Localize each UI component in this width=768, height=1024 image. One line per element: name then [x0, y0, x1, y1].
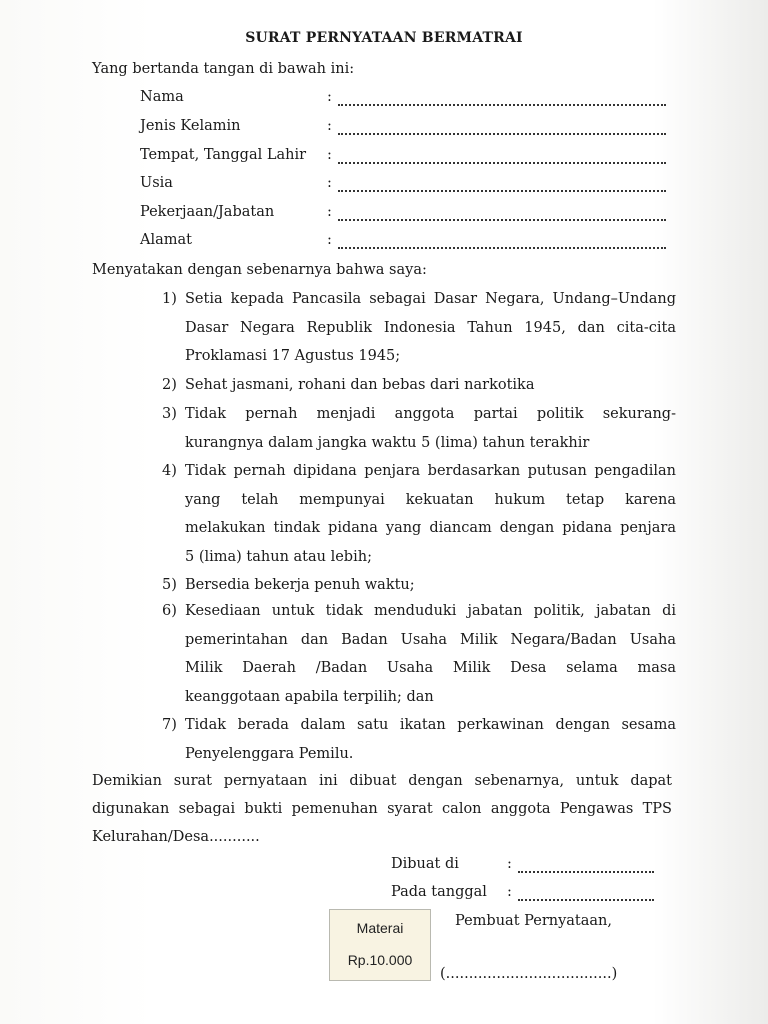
item-line: Tidak pernah dipidana penjara berdasarkan putusan pengadilan [185, 463, 676, 479]
item-line: Penyelenggara Pemilu. [185, 745, 354, 762]
item-line: Proklamasi 17 Agustus 1945; [185, 348, 401, 365]
item-line: kurangnya dalam jangka waktu 5 (lima) tahun terakhir [185, 434, 590, 451]
item-number: 5) [162, 577, 177, 593]
item-line: Milik Daerah /Badan Usaha Milik Desa selama masa [185, 660, 676, 677]
document-title: SURAT PERNYATAAN BERMATRAI [245, 30, 523, 46]
date-label: Pada tanggal [391, 884, 487, 900]
closing-paragraph [92, 767, 672, 851]
field-dotted-line-alamat [338, 245, 666, 249]
list-item [185, 457, 676, 571]
list-item [185, 371, 676, 400]
made-at-colon: : [507, 856, 512, 872]
item-number: 3) [162, 406, 177, 422]
stamp-value: Rp.10.000 [347, 952, 413, 968]
item-line: Bersedia bekerja penuh waktu; [185, 577, 415, 593]
list-item [185, 597, 676, 711]
item-line: Dasar Negara Republik Indonesia Tahun 1945, dan cita-cita [185, 319, 676, 336]
statement-intro: Menyatakan dengan sebenarnya bahwa saya: [92, 262, 427, 278]
materai-stamp-box [329, 909, 431, 981]
date-dotted-line [518, 897, 654, 901]
intro-text: Yang bertanda tangan di bawah ini: [92, 61, 355, 77]
item-line: keanggotaan apabila terpilih; dan [185, 688, 434, 705]
field-colon: : [327, 175, 332, 191]
closing-line: digunakan sebagai bukti pemenuhan syarat calon anggota Pengawas TPS [92, 801, 672, 817]
field-colon: : [327, 89, 332, 105]
item-line: Setia kepada Pancasila sebagai Dasar Negara, Undang–Undang [185, 291, 676, 307]
list-item [185, 711, 676, 768]
field-colon: : [327, 204, 332, 220]
field-label-nama: Nama [140, 89, 184, 105]
item-number: 2) [162, 377, 177, 393]
field-dotted-line-ttl [338, 160, 666, 164]
made-at-dotted-line [518, 869, 654, 873]
field-dotted-line-jenis-kelamin [338, 131, 666, 135]
closing-line: Kelurahan/Desa........... [92, 829, 260, 845]
signer-label: Pembuat Pernyataan, [455, 913, 612, 929]
signer-name-blank: (....................................) [440, 966, 618, 982]
field-dotted-line-pekerjaan [338, 217, 666, 221]
stamp-label: Materai [356, 920, 404, 936]
list-item [185, 285, 676, 371]
item-number: 7) [162, 717, 177, 733]
item-number: 4) [162, 463, 177, 479]
item-line: yang telah mempunyai kekuatan hukum tetap karena [185, 491, 676, 508]
item-line: Sehat jasmani, rohani dan bebas dari narkotika [185, 377, 535, 393]
field-label-pekerjaan: Pekerjaan/Jabatan [140, 204, 275, 220]
field-dotted-line-nama [338, 102, 666, 106]
field-label-ttl: Tempat, Tanggal Lahir [140, 147, 307, 163]
list-item [185, 571, 676, 600]
field-colon: : [327, 147, 332, 163]
item-number: 1) [162, 291, 177, 307]
field-colon: : [327, 118, 332, 134]
item-line: 5 (lima) tahun atau lebih; [185, 548, 372, 565]
item-number: 6) [162, 603, 177, 619]
closing-line: Demikian surat pernyataan ini dibuat dengan sebenarnya, untuk dapat [92, 773, 672, 789]
item-line: Tidak berada dalam satu ikatan perkawinan dengan sesama [185, 717, 676, 733]
field-dotted-line-usia [338, 188, 666, 192]
date-colon: : [507, 884, 512, 900]
item-line: Tidak pernah menjadi anggota partai politik sekurang- [185, 406, 676, 422]
field-label-alamat: Alamat [140, 232, 192, 248]
item-line: melakukan tindak pidana yang diancam dengan pidana penjara [185, 520, 676, 537]
list-item [185, 400, 676, 457]
field-label-usia: Usia [140, 175, 173, 191]
item-line: pemerintahan dan Badan Usaha Milik Negara/Badan Usaha [185, 631, 676, 648]
made-at-label: Dibuat di [391, 856, 459, 872]
field-colon: : [327, 232, 332, 248]
item-line: Kesediaan untuk tidak menduduki jabatan politik, jabatan di [185, 603, 676, 619]
field-label-jenis-kelamin: Jenis Kelamin [140, 118, 241, 134]
